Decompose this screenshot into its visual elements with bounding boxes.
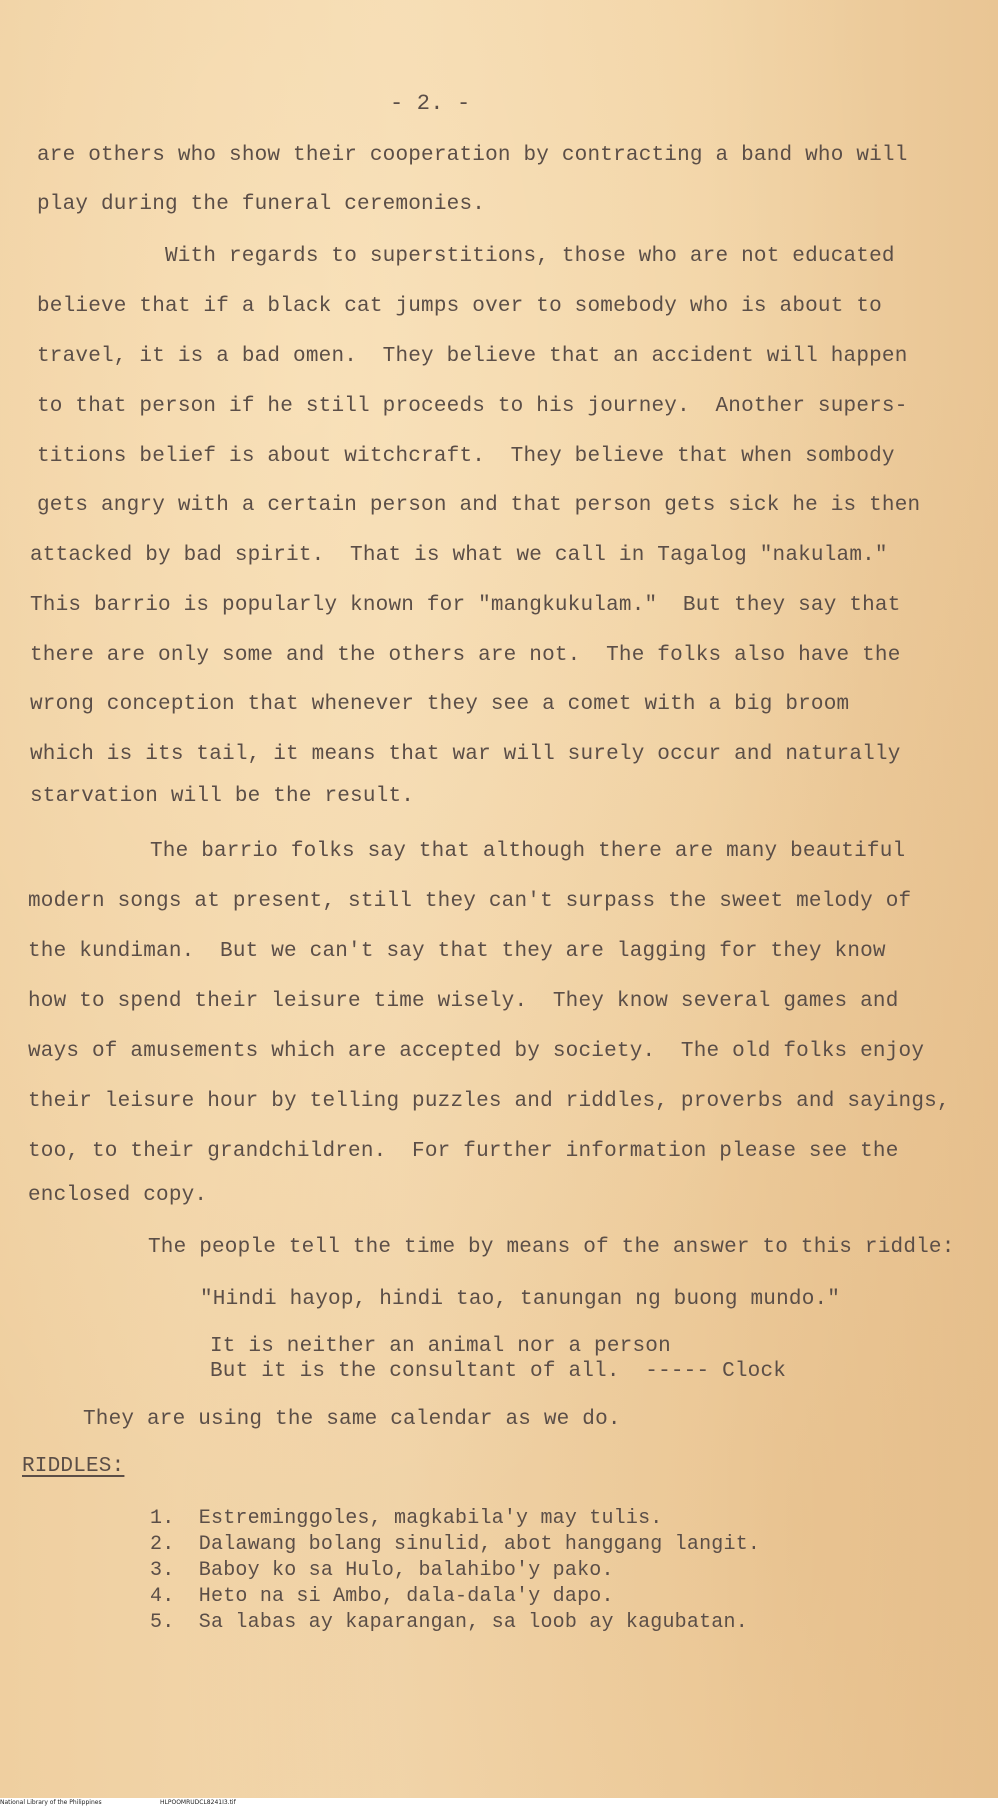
text-line: They are using the same calendar as we do. [83, 1408, 621, 1431]
text-line: This barrio is popularly known for "mangkukulam." But they say that [30, 594, 901, 617]
riddle-translation: But it is the consultant of all. ----- Clock [210, 1360, 787, 1383]
text-line: their leisure hour by telling puzzles and riddles, proverbs and sayings, [28, 1090, 950, 1113]
text-line: too, to their grandchildren. For further information please see the [28, 1140, 899, 1163]
riddle-quote: "Hindi hayop, hindi tao, tanungan ng buong mundo." [200, 1288, 841, 1311]
text-line: The people tell the time by means of the answer to this riddle: [148, 1236, 955, 1259]
text-line: enclosed copy. [28, 1184, 208, 1207]
text-line: ways of amusements which are accepted by society. The old folks enjoy [28, 1040, 925, 1063]
footer-library: National Library of the Philippines [0, 1799, 102, 1806]
text-line: there are only some and the others are not. The folks also have the [30, 644, 901, 667]
text-line: The barrio folks say that although there are many beautiful [150, 840, 906, 863]
text-line: believe that if a black cat jumps over to somebody who is about to [37, 295, 882, 318]
text-line: the kundiman. But we can't say that they are lagging for they know [28, 940, 886, 963]
riddle-item: 3. Baboy ko sa Hulo, balahibo'y pako. [150, 1559, 614, 1582]
text-line: attacked by bad spirit. That is what we call in Tagalog "nakulam." [30, 544, 888, 567]
riddle-item: 2. Dalawang bolang sinulid, abot hanggang langit. [150, 1533, 761, 1556]
text-line: gets angry with a certain person and that person gets sick he is then [37, 494, 921, 517]
page-number: - 2. - [390, 91, 471, 116]
riddle-item: 1. Estreminggoles, magkabila'y may tulis. [150, 1507, 663, 1530]
text-line: starvation will be the result. [30, 785, 415, 808]
text-line: are others who show their cooperation by contracting a band who will [37, 144, 908, 167]
riddle-item: 5. Sa labas ay kaparangan, sa loob ay kagubatan. [150, 1611, 748, 1634]
scan-footer [0, 1798, 998, 1808]
text-line: how to spend their leisure time wisely. They know several games and [28, 990, 899, 1013]
footer-filename: HLPOOMRUDCL8241I3.tif [160, 1799, 236, 1806]
text-line: travel, it is a bad omen. They believe that an accident will happen [37, 345, 908, 368]
text-line: play during the funeral ceremonies. [37, 193, 486, 216]
text-line: With regards to superstitions, those who are not educated [165, 245, 895, 268]
riddles-heading: RIDDLES: [22, 1455, 125, 1478]
riddle-item: 4. Heto na si Ambo, dala-dala'y dapo. [150, 1585, 614, 1608]
text-line: which is its tail, it means that war will surely occur and naturally [30, 743, 901, 766]
text-line: to that person if he still proceeds to his journey. Another supers- [37, 395, 908, 418]
riddle-translation: It is neither an animal nor a person [210, 1335, 671, 1358]
text-line: wrong conception that whenever they see a comet with a big broom [30, 693, 850, 716]
text-line: modern songs at present, still they can't surpass the sweet melody of [28, 890, 912, 913]
text-line: titions belief is about witchcraft. They believe that when sombody [37, 445, 895, 468]
